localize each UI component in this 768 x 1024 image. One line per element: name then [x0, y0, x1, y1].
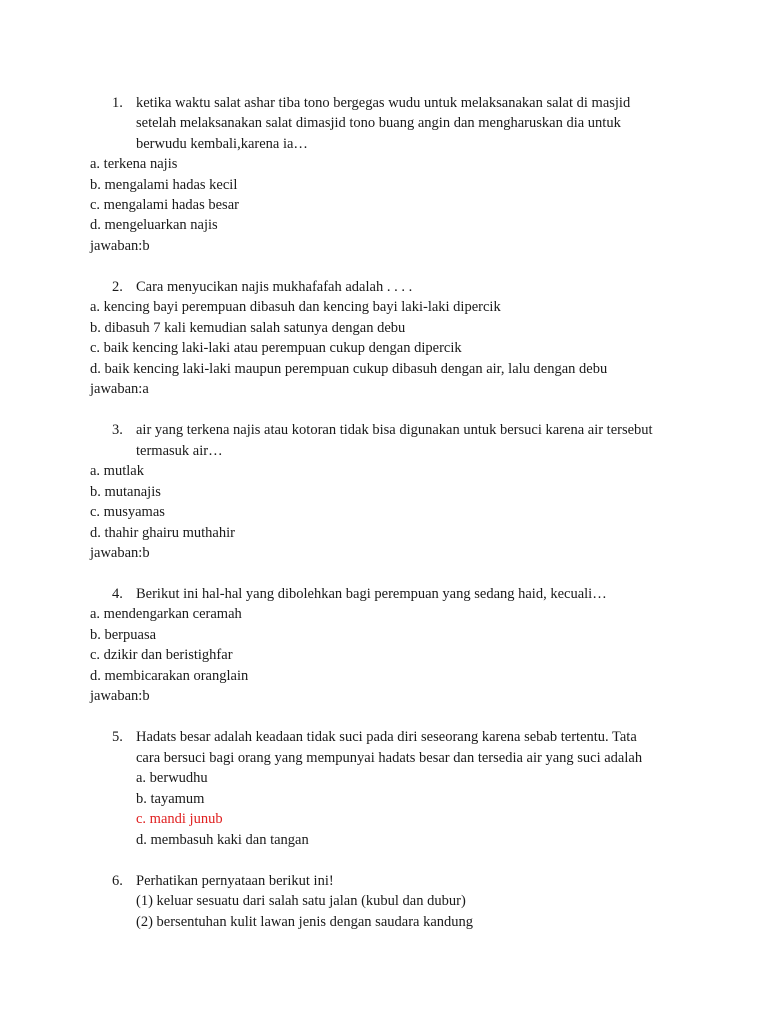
option-d: d. mengeluarkan najis: [90, 217, 218, 233]
option-a: a. mendengarkan ceramah: [90, 606, 242, 622]
option-b: b. tayamum: [136, 791, 205, 807]
option-a: a. mutlak: [90, 463, 144, 479]
option-c: c. mengalami hadas besar: [90, 197, 239, 213]
answer-line: jawaban:b: [90, 238, 150, 254]
option-c-highlighted: c. mandi junub: [136, 811, 223, 827]
question-number: 5.: [112, 729, 123, 745]
option-c: c. dzikir dan beristighfar: [90, 647, 233, 663]
question-text-line: setelah melaksanakan salat dimasjid tono buang angin dan mengharuskan dia untuk: [136, 115, 621, 131]
option-d: d. thahir ghairu muthahir: [90, 525, 235, 541]
option-d: d. membicarakan oranglain: [90, 668, 249, 684]
option-b: b. mengalami hadas kecil: [90, 177, 238, 193]
question-text-line: Berikut ini hal-hal yang dibolehkan bagi perempuan yang sedang haid, kecuali…: [136, 586, 607, 602]
option-a: a. kencing bayi perempuan dibasuh dan kencing bayi laki-laki dipercik: [90, 299, 501, 315]
option-a: a. berwudhu: [136, 770, 208, 786]
question-text-line: cara bersuci bagi orang yang mempunyai hadats besar dan tersedia air yang suci adalah: [136, 750, 643, 766]
option-d: d. membasuh kaki dan tangan: [136, 832, 309, 848]
option-b: b. mutanajis: [90, 484, 161, 500]
option-c: c. musyamas: [90, 504, 165, 520]
option-c: c. baik kencing laki-laki atau perempuan cukup dengan dipercik: [90, 340, 462, 356]
option-a: a. terkena najis: [90, 156, 178, 172]
question-text-line: Cara menyucikan najis mukhafafah adalah . . . .: [136, 279, 413, 295]
question-number: 2.: [112, 279, 123, 295]
option-b: b. berpuasa: [90, 627, 157, 643]
option-d: d. baik kencing laki-laki maupun perempuan cukup dibasuh dengan air, lalu dengan debu: [90, 361, 608, 377]
answer-line: jawaban:b: [90, 688, 150, 704]
statement-2: (2) bersentuhan kulit lawan jenis dengan saudara kandung: [136, 914, 474, 930]
option-b: b. dibasuh 7 kali kemudian salah satunya dengan debu: [90, 320, 406, 336]
statement-1: (1) keluar sesuatu dari salah satu jalan (kubul dan dubur): [136, 893, 466, 909]
question-number: 4.: [112, 586, 123, 602]
question-number: 1.: [112, 95, 123, 111]
question-text-line: Hadats besar adalah keadaan tidak suci pada diri seseorang karena sebab tertentu. Tata: [136, 729, 637, 745]
question-text-line: berwudu kembali,karena ia…: [136, 136, 308, 152]
question-text-line: termasuk air…: [136, 443, 223, 459]
question-text-line: ketika waktu salat ashar tiba tono bergegas wudu untuk melaksanakan salat di masjid: [136, 95, 631, 111]
answer-line: jawaban:b: [90, 545, 150, 561]
question-text-line: Perhatikan pernyataan berikut ini!: [136, 873, 334, 889]
answer-line: jawaban:a: [90, 381, 149, 397]
question-text-line: air yang terkena najis atau kotoran tidak bisa digunakan untuk bersuci karena air tersebut: [136, 422, 653, 438]
question-number: 6.: [112, 873, 123, 889]
question-number: 3.: [112, 422, 123, 438]
